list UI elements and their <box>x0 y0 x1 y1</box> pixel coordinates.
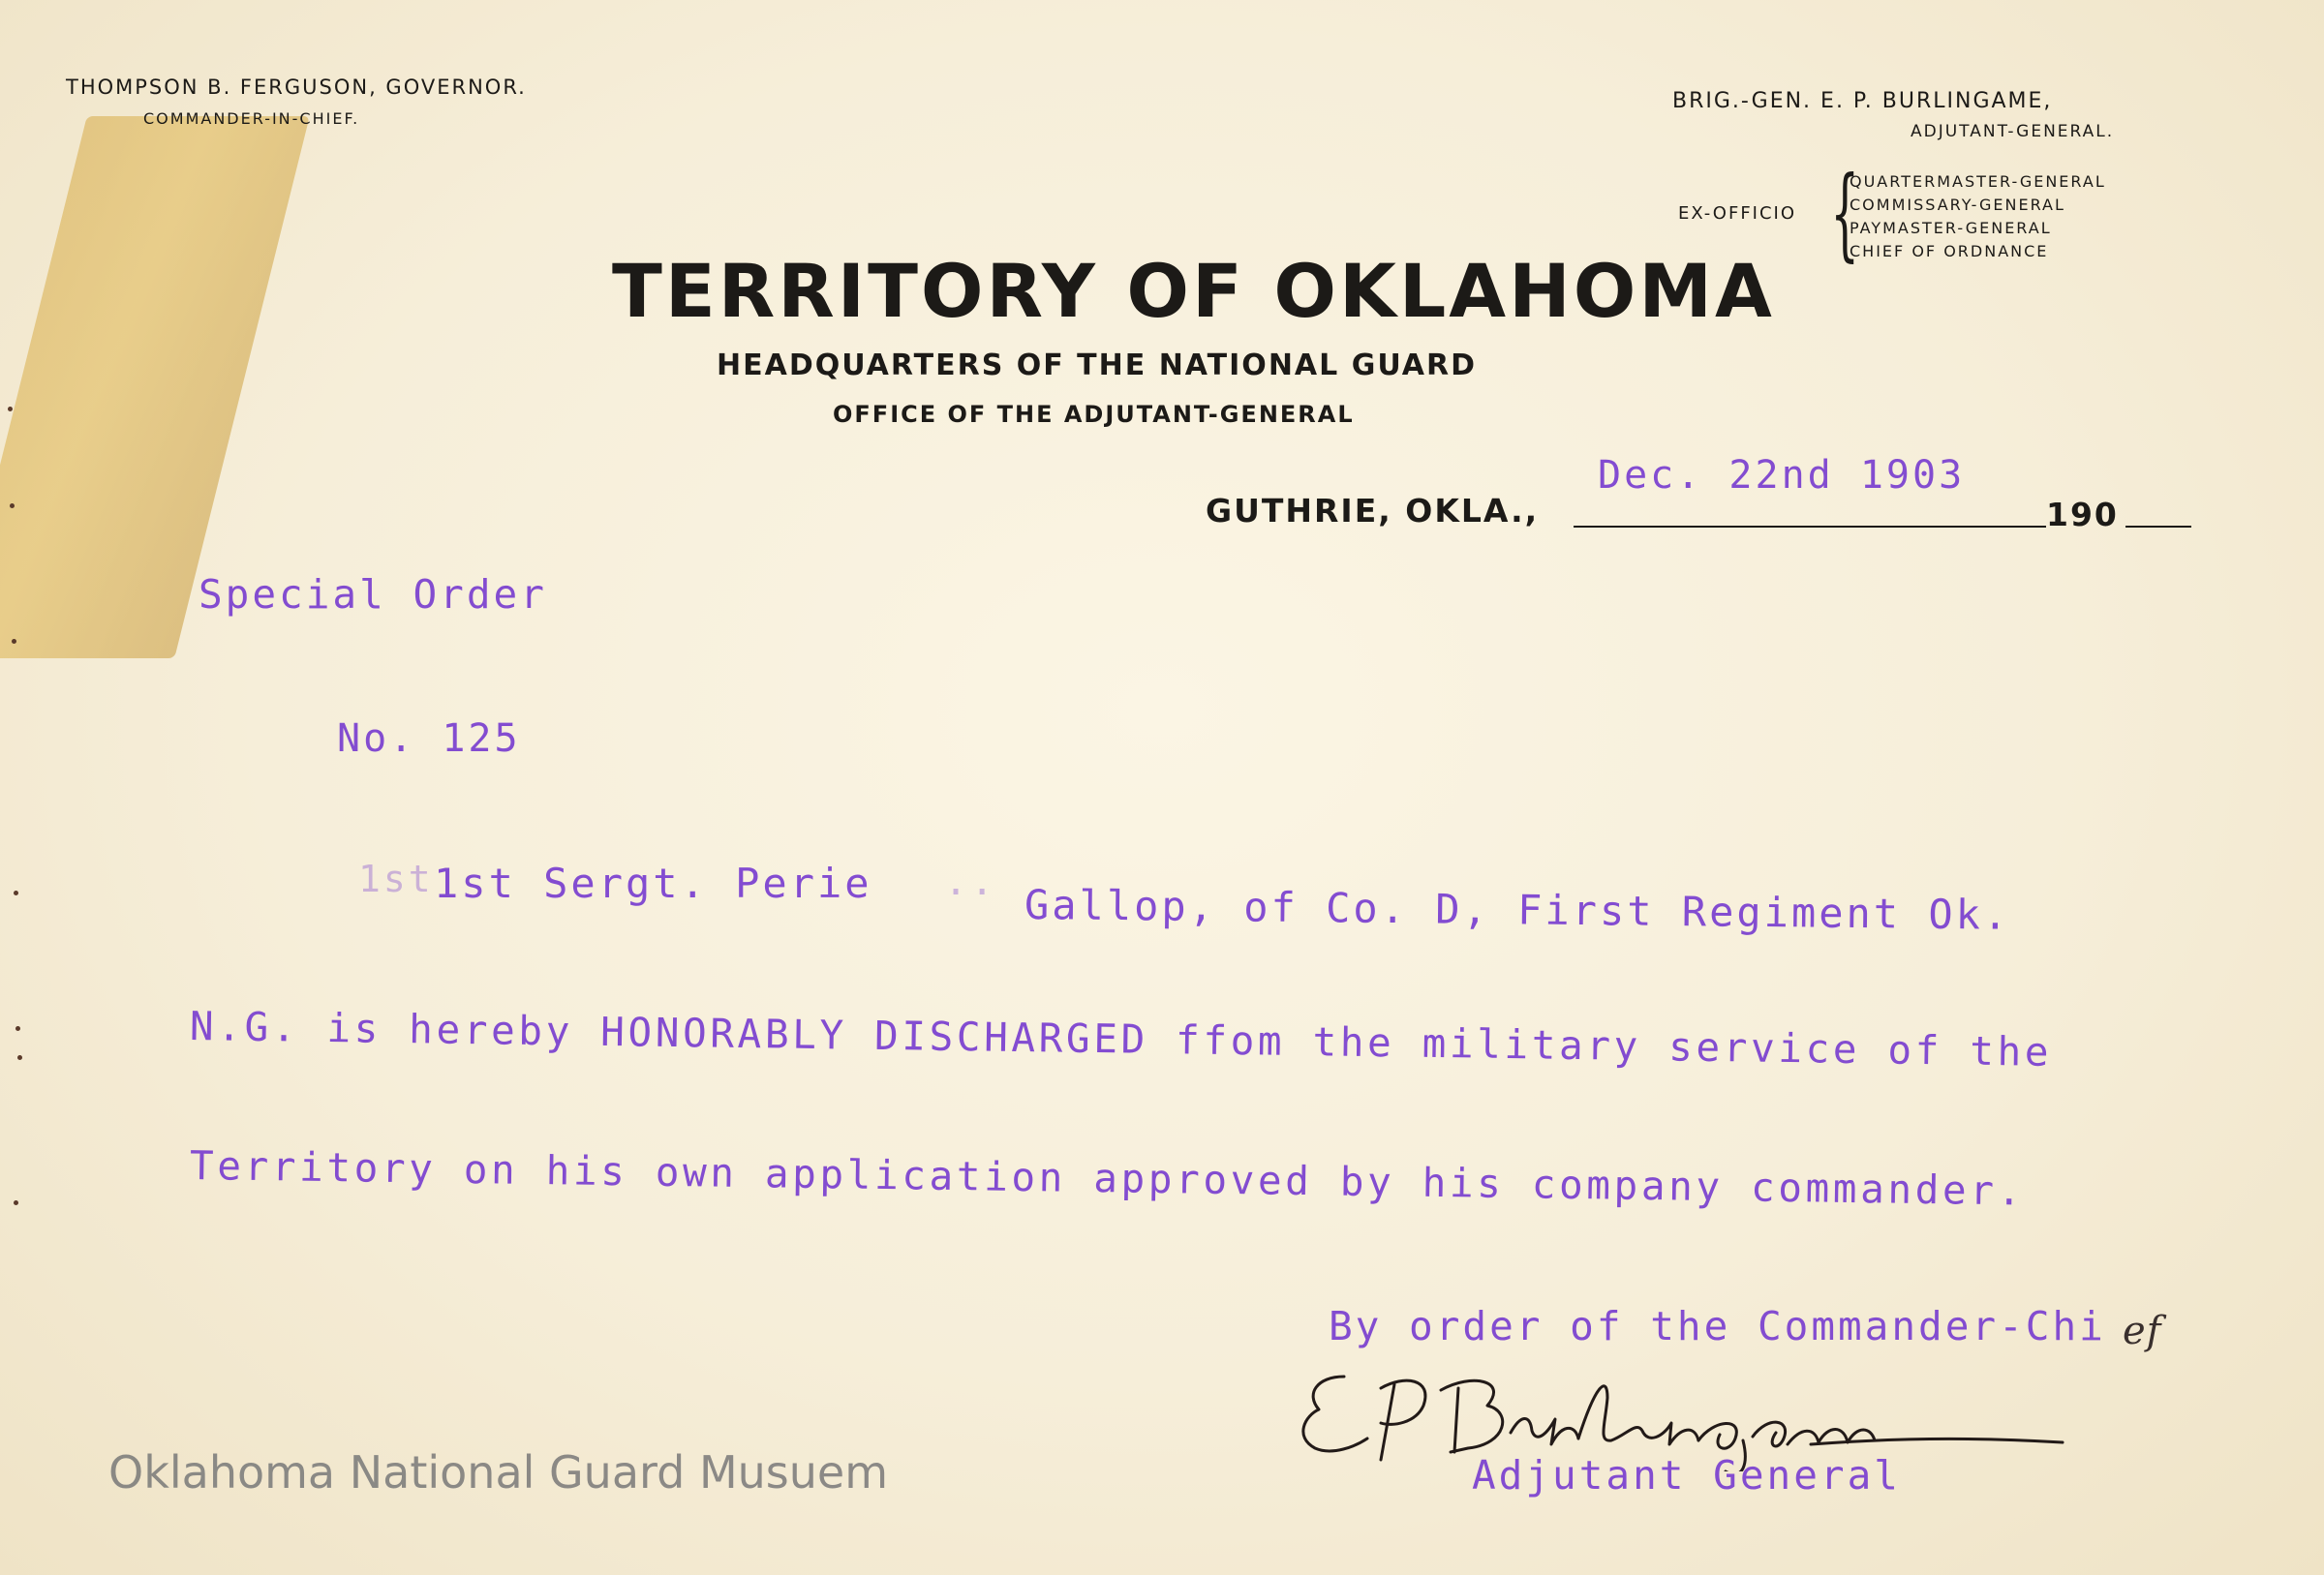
signature-stroke <box>1578 1386 1698 1444</box>
ex-officio-role: COMMISSARY-GENERAL <box>1850 196 2065 214</box>
general-name: BRIG.-GEN. E. P. BURLINGAME, <box>1672 89 2053 113</box>
order-number: No. 125 <box>337 716 521 761</box>
binding-hole <box>12 639 16 644</box>
binding-hole <box>17 1055 22 1060</box>
letterhead-subtitle: HEADQUARTERS OF THE NATIONAL GUARD <box>717 348 1477 382</box>
ex-officio-role: PAYMASTER-GENERAL <box>1850 219 2052 237</box>
ex-officio-role: QUARTERMASTER-GENERAL <box>1850 172 2106 191</box>
typed-overstrike: .. <box>944 860 997 904</box>
signature-stroke <box>1441 1380 1503 1452</box>
year-prefix: 190 <box>2046 496 2119 533</box>
signature-stroke <box>1381 1380 1425 1460</box>
typed-date: Dec. 22nd 1903 <box>1598 453 1966 498</box>
governor-name: THOMPSON B. FERGUSON, GOVERNOR. <box>66 76 527 99</box>
museum-watermark: Oklahoma National Guard Musuem <box>108 1446 889 1499</box>
governor-title: COMMANDER-IN-CHIEF. <box>143 109 360 128</box>
body-line-1-rest: Gallop, of Co. D, First Regiment Ok. <box>1024 881 2011 939</box>
closing-line: By order of the Commander-Chi <box>1329 1303 2106 1349</box>
body-line-3: Territory on his own application approved by his company commander. <box>189 1142 2026 1215</box>
closing-handwritten: ef <box>2123 1309 2162 1353</box>
signature-title: Adjutant General <box>1472 1452 1901 1499</box>
letterhead-office: OFFICE OF THE ADJUTANT-GENERAL <box>833 401 1355 428</box>
binding-hole <box>8 407 13 411</box>
signature-stroke <box>1511 1418 1578 1444</box>
general-title: ADJUTANT-GENERAL. <box>1911 122 2115 141</box>
signature-stroke <box>1303 1377 1367 1451</box>
year-rule <box>2125 526 2191 528</box>
typed-overstrike: 1st <box>358 858 434 900</box>
binding-hole <box>10 503 15 508</box>
order-type: Special Order <box>199 571 547 618</box>
letterhead-title: TERRITORY OF OKLAHOMA <box>612 248 1775 334</box>
body-line-1: 1st Sergt. Perie <box>434 860 872 907</box>
place: GUTHRIE, OKLA., <box>1206 492 1540 530</box>
binding-hole <box>14 1200 18 1205</box>
ex-officio-role: CHIEF OF ORDNANCE <box>1850 242 2049 260</box>
ex-officio-brace: { <box>1830 154 1859 272</box>
date-rule <box>1574 526 2046 528</box>
ex-officio-label: EX-OFFICIO <box>1678 203 1797 224</box>
binding-hole <box>15 1026 20 1031</box>
binding-hole <box>14 891 18 895</box>
body-line-2: N.G. is hereby HONORABLY DISCHARGED ffom the military service of the <box>189 1003 2053 1075</box>
